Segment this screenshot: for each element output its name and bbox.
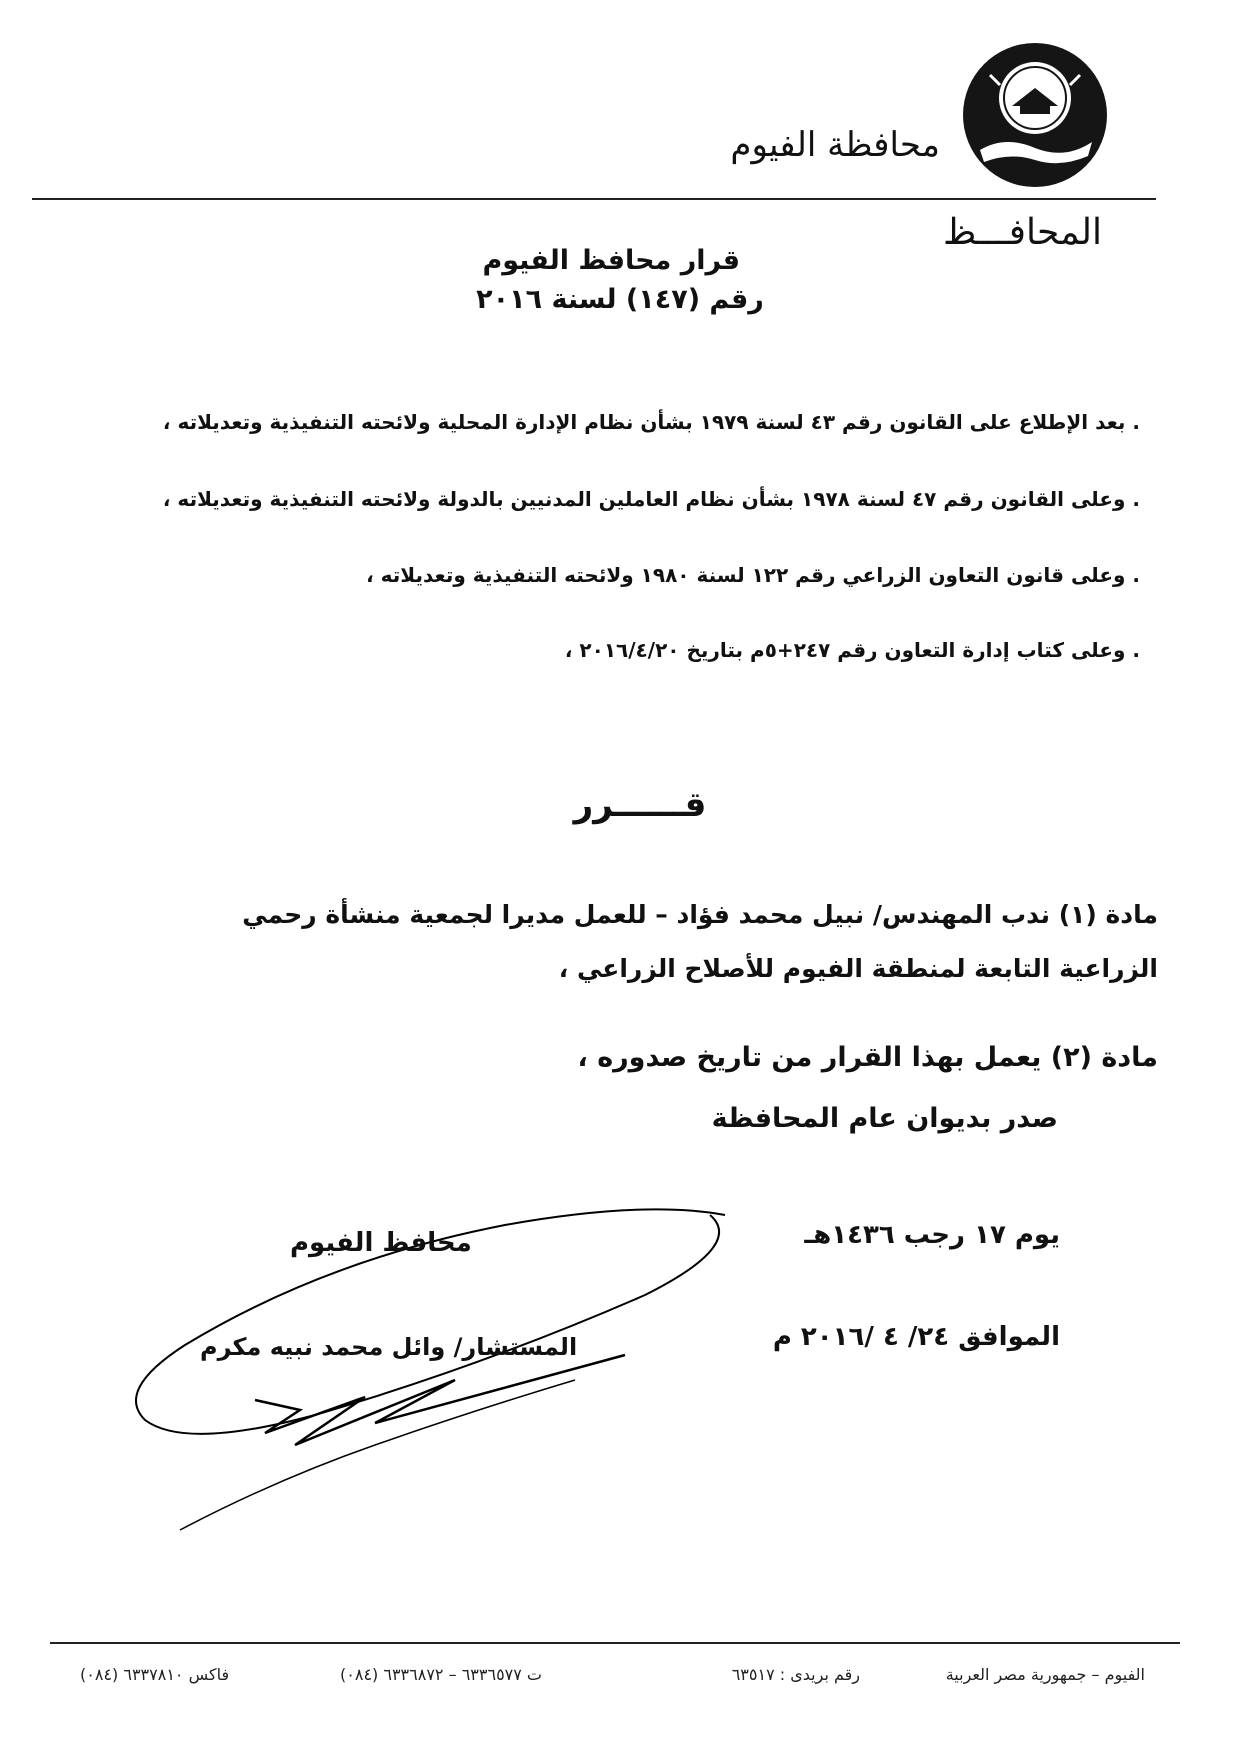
governorate-seal-logo	[960, 40, 1110, 190]
footer-fax: فاكس ٦٣٣٧٨١٠ (٠٨٤)	[80, 1665, 230, 1684]
footer-country: الفيوم – جمهورية مصر العربية	[945, 1665, 1145, 1684]
recital-item: . وعلى كتاب إدارة التعاون رقم ٢٤٧+٥م بتاريخ ٢٠١٦/٤/٢٠ ،	[564, 638, 1140, 662]
footer-postal-code: رقم بريدى : ٦٣٥١٧	[731, 1665, 860, 1684]
hijri-date: يوم ١٧ رجب ١٤٣٦هـ	[804, 1220, 1060, 1250]
decided-heading: قــــــرر	[573, 785, 707, 825]
decree-number: رقم (١٤٧) لسنة ٢٠١٦	[476, 284, 764, 315]
footer-phone: ت ٦٣٣٦٥٧٧ – ٦٣٣٦٨٧٢ (٠٨٤)	[340, 1665, 542, 1684]
article-1: مادة (١) ندب المهندس/ نبيل محمد فؤاد – للعمل مديرا لجمعية منشأة رحمي الزراعية التابعة لمنطقة الفيوم للأصلاح الزراعي ،	[242, 900, 1158, 983]
official-title: المحافـــظ	[942, 212, 1102, 253]
recital-item: . وعلى القانون رقم ٤٧ لسنة ١٩٧٨ بشأن نظام العاملين المدنيين بالدولة ولائحته التنفيذية وتعديلاته ،	[162, 487, 1140, 511]
signer-title: محافظ الفيوم	[290, 1228, 472, 1258]
signer-name: المستشار/ وائل محمد نبيه مكرم	[200, 1333, 578, 1361]
decree-title: قرار محافظ الفيوم	[482, 245, 740, 276]
footer-divider	[50, 1642, 1180, 1644]
recital-item: . وعلى قانون التعاون الزراعي رقم ١٢٢ لسنة ١٩٨٠ ولائحته التنفيذية وتعديلاته ،	[366, 563, 1140, 587]
issued-at: صدر بديوان عام المحافظة	[711, 1103, 1058, 1134]
gregorian-date: الموافق ٢٤/ ٤ /٢٠١٦ م	[772, 1322, 1060, 1352]
governorate-name: محافظة الفيوم	[730, 125, 940, 165]
recital-item: . بعد الإطلاع على القانون رقم ٤٣ لسنة ١٩٧٩ بشأن نظام الإدارة المحلية ولائحته التنفيذية وتعديلاته ،	[162, 410, 1140, 434]
article-2: مادة (٢) يعمل بهذا القرار من تاريخ صدوره ،	[577, 1042, 1158, 1073]
header-divider	[32, 198, 1156, 200]
